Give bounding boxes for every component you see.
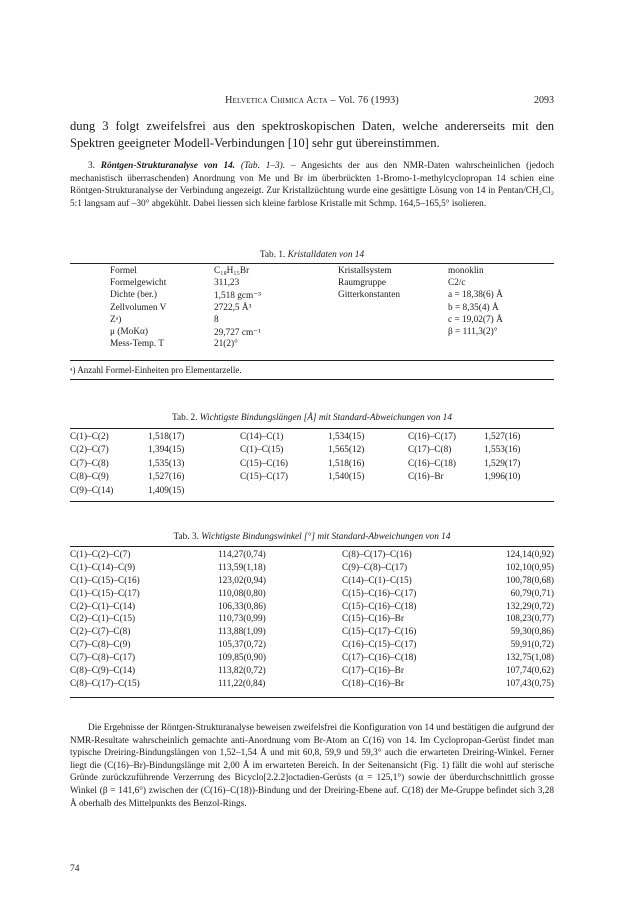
table-cell: 21(2)° xyxy=(214,339,238,350)
table-row xyxy=(70,266,554,278)
table-row xyxy=(70,653,554,666)
table-cell: Kristallsystem xyxy=(338,266,392,276)
table-cell: C(17)–C(8) xyxy=(408,445,452,456)
table-cell: Raumgruppe xyxy=(338,278,387,289)
table1-footnote: ᵃ) Anzahl Formel-Einheiten pro Elementarzelle. xyxy=(70,365,242,375)
table-cell: 1,534(15) xyxy=(328,432,365,442)
table-row xyxy=(70,666,554,679)
table-row xyxy=(70,445,554,458)
lead-paragraph: dung 3 folgt zweifelsfrei aus den spektroskopischen Daten, welche andererseits mit den Spektren geeigneter Modell-Verbindungen [10] sehr gut übereinstimmen. xyxy=(70,119,554,150)
table-cell: 111,22(0,84) xyxy=(218,678,266,689)
table-cell: 1,527(16) xyxy=(484,432,521,442)
table-cell: C(16)–C(15)–C(17) xyxy=(342,640,417,651)
table-cell: C(7)–C(8) xyxy=(70,458,109,469)
table-cell: C(7)–C(8)–C(9) xyxy=(70,640,131,651)
table-cell: b = 8,35(4) Å xyxy=(448,302,499,313)
table-cell: 106,33(0,86) xyxy=(218,601,267,612)
table-row xyxy=(70,472,554,485)
table-cell: C(9)–C(14) xyxy=(70,485,114,496)
table-cell: C(8)–C(9)–C(14) xyxy=(70,666,136,677)
table-cell: 109,85(0,90) xyxy=(218,653,267,664)
table-row xyxy=(70,278,554,290)
table-cell: 102,10(0,95) xyxy=(505,562,554,573)
table-cell: 113,88(1,09) xyxy=(218,627,266,638)
table-row xyxy=(70,459,554,472)
table-row xyxy=(70,315,554,327)
table-cell: C(2)–C(7)–C(8) xyxy=(70,627,131,638)
table-row xyxy=(70,327,554,339)
table-cell: 113,59(1,18) xyxy=(218,562,266,573)
table-cell: a = 18,38(6) Å xyxy=(448,290,503,301)
table-cell: C(16)–Br xyxy=(408,472,444,483)
table-cell: 1,565(12) xyxy=(328,445,365,456)
table-row xyxy=(70,614,554,627)
table-row xyxy=(70,339,554,351)
table-cell: C(14)–C(1)–C(15) xyxy=(342,575,412,586)
table-cell: 108,23(0,77) xyxy=(505,614,554,625)
table-cell: 29,727 cm⁻¹ xyxy=(214,327,261,338)
table-cell: Formelgewicht xyxy=(110,278,167,289)
table-cell: 132,75(1,08) xyxy=(505,653,554,664)
table-cell: 110,08(0,80) xyxy=(218,588,266,599)
table-cell: C(8)–C(17)–C(16) xyxy=(342,550,412,560)
table-cell: Gitterkonstanten xyxy=(338,290,400,301)
table-cell: C(16)–C(18) xyxy=(408,458,457,469)
table-cell: C(15)–C(16)–C(18) xyxy=(342,601,417,612)
section-paragraph xyxy=(70,160,554,210)
table-cell: C(15)–C(16) xyxy=(240,458,289,469)
table-row xyxy=(70,602,554,615)
table-cell: 59,30(0,86) xyxy=(510,627,554,638)
table-cell: C(8)–C(17)–C(15) xyxy=(70,678,140,689)
table-row xyxy=(70,486,554,499)
table-cell: 8 xyxy=(214,314,219,325)
table-cell: 124,14(0,92) xyxy=(505,550,554,560)
table-cell: Formel xyxy=(110,266,137,276)
table-cell: C(1)–C(2) xyxy=(70,432,109,442)
table3-bond-angles xyxy=(70,550,554,692)
table-cell: 1,518 gcm⁻³ xyxy=(214,291,261,302)
table-cell: 1,527(16) xyxy=(148,472,185,483)
table-cell: C2/c xyxy=(448,278,466,289)
table1-bottom-rule xyxy=(70,379,554,380)
table-cell: 123,02(0,94) xyxy=(218,575,267,586)
table-cell: 1,535(13) xyxy=(148,458,185,469)
table-row xyxy=(70,563,554,576)
table-cell: 1,518(17) xyxy=(148,432,185,442)
table2-top-rule xyxy=(70,428,554,429)
table2-caption: Tab. 2. Wichtigste Bindungslängen [Å] mit Standard-Abweichungen von 14 xyxy=(172,413,452,423)
footer-number: 74 xyxy=(70,864,80,874)
table-cell: β = 111,3(2)° xyxy=(448,326,498,337)
table-cell: 1,553(16) xyxy=(484,445,521,456)
table-cell: Zᵃ) xyxy=(110,314,122,325)
table-cell: 1,996(10) xyxy=(484,472,521,483)
table-cell: C(1)–C(15) xyxy=(240,445,284,456)
table1-mid-rule xyxy=(70,360,554,361)
table2-bottom-rule xyxy=(70,501,554,502)
table-row xyxy=(70,589,554,602)
journal-title: Helvetica Chimica Acta – Vol. 76 (1993) xyxy=(225,95,399,106)
table-cell: C(15)–C(17)–C(16) xyxy=(342,627,417,638)
table-cell: C(1)–C(14)–C(9) xyxy=(70,562,136,573)
table-cell: 107,43(0,75) xyxy=(505,678,554,689)
table1-crystal-data xyxy=(70,266,554,351)
table-cell: C(8)–C(9) xyxy=(70,472,109,483)
table-cell: 132,29(0,72) xyxy=(505,601,554,612)
table-cell: C(2)–C(1)–C(15) xyxy=(70,614,136,625)
table3-top-rule xyxy=(70,546,554,547)
section-ref: (Tab. 1–3). xyxy=(240,161,286,171)
table-cell: C(1)–C(2)–C(7) xyxy=(70,550,131,560)
table-cell: C(14)–C(1) xyxy=(240,432,284,442)
table-row xyxy=(70,432,554,445)
table-cell: C(15)–C(16)–C(17) xyxy=(342,588,417,599)
table-row xyxy=(70,627,554,640)
table-cell: C(18)–C(16)–Br xyxy=(342,678,404,689)
section-body: – Angesichts der aus den NMR-Daten wahrscheinlichen (jedoch mechanistisch überraschenden) Anordnung von Me und Br im überbrückten 1-Bromo-1-methylcyclopropan 14 schien eine Röntgen-Strukturanalyse der Verbindung angezeigt. Zur Kristallzüchtung wurde eine gesättigte Lösung von 14 in Pentan/CH₂Cl₂ 5:1 langsam auf –30° abgekühlt. Dabei liessen sich kleine farblose Kristalle mit Schmp. 164,5–165,5° isolieren. xyxy=(70,161,554,209)
table-cell: C(15)–C(16)–Br xyxy=(342,614,404,625)
table-cell: C(1)–C(15)–C(16) xyxy=(70,575,140,586)
section-number: 3. xyxy=(88,161,95,171)
running-header xyxy=(70,95,554,109)
table-cell: 2722,5 Å³ xyxy=(214,302,252,313)
section-heading: Röntgen-Strukturanalyse von 14. xyxy=(100,161,236,171)
table-cell: C(7)–C(8)–C(17) xyxy=(70,653,136,664)
table-cell: 1,409(15) xyxy=(148,485,185,496)
table-cell: μ (MoKα) xyxy=(110,326,149,337)
table-cell: Zellvolumen V xyxy=(110,302,167,313)
table1-top-rule xyxy=(70,263,554,264)
table-cell: 105,37(0,72) xyxy=(218,640,267,651)
table-cell: 110,73(0,99) xyxy=(218,614,266,625)
table-cell: 113,82(0,72) xyxy=(218,666,266,677)
table-cell: Dichte (ber.) xyxy=(110,290,157,301)
table-row xyxy=(70,640,554,653)
table-cell: 100,78(0,68) xyxy=(505,575,554,586)
discussion-paragraph: Die Ergebnisse der Röntgen-Strukturanalyse beweisen zweifelsfrei die Konfiguration von 14 und bestätigen die aufgrund der NMR-Resultate wahrscheinlich gemachte anti-Anordnung vom Br-Atom an C(16) von 14. Im Cyclopropan-Gerüst findet man typische Dreiring-Bindungslängen von 1,52–1,54 Å und mit 60,8, 59,9 und 59,3° auch die erwarteten Dreiring-Winkel. Ferner liegt die (C(16)–Br)-Bindungslänge mit 2,00 Å im erwarteten Bereich. In der Seitenansicht (Fig. 1) fällt die wohl auf sterische Gründe zurückzuführende Verzerrung des Bicyclo[2.2.2]octadien-Gerüsts (α = 125,1°) sowie der überdurchschnittlich grosse Winkel (β = 141,6°) zwischen der (C(16)–C(18))-Bindung und der Dreiring-Ebene auf. C(18) der Me-Gruppe befindet sich 3,28 Å oberhalb des Mittelpunkts des Benzol-Rings. xyxy=(70,723,554,809)
table-cell: 107,74(0,62) xyxy=(505,666,554,677)
table1-caption: Tab. 1. Kristalldaten von 14 xyxy=(259,250,365,260)
table-cell: C(15)–C(17) xyxy=(240,472,289,483)
table-cell: 1,518(16) xyxy=(328,458,365,469)
table-cell: C₁₈H₁₅Br xyxy=(214,266,250,276)
table-cell: 114,27(0,74) xyxy=(218,550,266,560)
table-row xyxy=(70,303,554,315)
table-row xyxy=(70,576,554,589)
table-cell: 1,529(17) xyxy=(484,458,521,469)
table-cell: C(17)–C(16)–C(18) xyxy=(342,653,417,664)
table-cell: 1,540(15) xyxy=(328,472,365,483)
table-cell: 311,23 xyxy=(214,278,240,289)
page-number: 2093 xyxy=(534,95,554,106)
table3-caption: Tab. 3. Wichtigste Bindungswinkel [°] mit Standard-Abweichungen von 14 xyxy=(173,532,451,542)
table-cell: monoklin xyxy=(448,266,484,276)
table-cell: 60,79(0,71) xyxy=(510,588,554,599)
table-row xyxy=(70,679,554,692)
table3-bottom-rule xyxy=(70,697,554,698)
table-cell: C(1)–C(15)–C(17) xyxy=(70,588,140,599)
table-row xyxy=(70,550,554,563)
table-cell: 59,91(0,72) xyxy=(510,640,554,651)
table-cell: 1,394(15) xyxy=(148,445,185,456)
table-cell: C(9)–C(8)–C(17) xyxy=(342,562,408,573)
table-cell: C(16)–C(17) xyxy=(408,432,457,442)
table-cell: Mess-Temp. T xyxy=(110,339,164,350)
table-cell: C(17)–C(16)–Br xyxy=(342,666,404,677)
table2-bond-lengths xyxy=(70,432,554,499)
table-cell: C(2)–C(1)–C(14) xyxy=(70,601,136,612)
table-cell: c = 19,02(7) Å xyxy=(448,314,503,325)
table-row xyxy=(70,290,554,302)
table-cell: C(2)–C(7) xyxy=(70,445,109,456)
